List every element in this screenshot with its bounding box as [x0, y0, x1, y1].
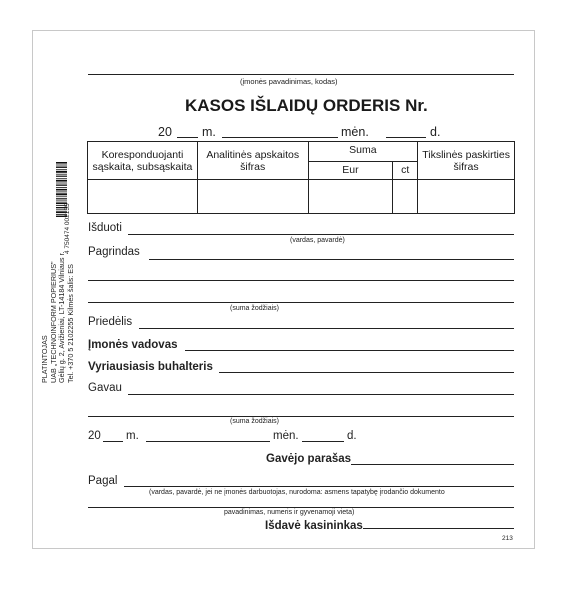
buhalteris-line[interactable]: [219, 372, 514, 373]
accounts-table: [87, 141, 515, 214]
pagrindas-label: Pagrindas: [88, 246, 140, 258]
date-year: 20: [158, 125, 172, 139]
isduoti-line[interactable]: [128, 234, 514, 235]
form-title: KASOS IŠLAIDŲ ORDERIS Nr.: [185, 96, 428, 115]
gavejo-label: Gavėjo parašas: [266, 453, 352, 465]
buhalteris-label: Vyriausiasis buhalteris: [88, 361, 213, 373]
cell-eur[interactable]: [308, 180, 393, 214]
cell-ct[interactable]: [393, 180, 418, 214]
date2-year-line[interactable]: [103, 441, 123, 442]
pagal-caption-2: pavadinimas, numeris ir gyvenamoji vieta): [224, 509, 355, 516]
col-purpose: Tikslinės paskirties šifras: [418, 142, 515, 180]
priedelis-label: Priedėlis: [88, 316, 133, 328]
form-number: 213: [502, 535, 513, 542]
distributor-line-4: Tel. +370 5 2102255 Kilmės šalis: ES: [65, 264, 75, 383]
company-line[interactable]: [88, 74, 514, 75]
date2-day-line[interactable]: [302, 441, 344, 442]
barcode-number: 4 750474 002135: [64, 203, 71, 254]
gavau-line[interactable]: [128, 394, 514, 395]
distributor-line-3: Gėlių g. 2, Avižieniai, LT-14184 Vilniaus r.: [57, 251, 67, 383]
date-d: d.: [430, 125, 441, 139]
isdave-line[interactable]: [363, 528, 514, 529]
pagrindas-line-2[interactable]: [88, 280, 514, 281]
pagal-label: Pagal: [88, 475, 118, 487]
suma-caption: (suma žodžiais): [230, 305, 280, 312]
col-analytic: Analitinės apskaitos šifras: [197, 142, 308, 180]
date2-month-line[interactable]: [146, 441, 270, 442]
isdave-label: Išdavė kasininkas: [265, 520, 363, 532]
cell-analytic[interactable]: [197, 180, 308, 214]
isduoti-caption: (vardas, pavardė): [290, 237, 345, 244]
date2-m: m.: [126, 430, 139, 442]
pagal-line[interactable]: [124, 486, 514, 487]
date-men: mėn.: [341, 125, 369, 139]
cell-account[interactable]: [88, 180, 198, 214]
pagrindas-line[interactable]: [149, 259, 514, 260]
distributor-line-1: PLATINTOJAS: [40, 335, 49, 383]
gavau-label: Gavau: [88, 382, 122, 394]
date-month-line[interactable]: [222, 137, 338, 138]
gavejo-line[interactable]: [351, 464, 514, 465]
pagal-caption: (vardas, pavardė, jei ne įmonės darbuotojas, nurodoma: asmens tapatybę įrodančio dokumento: [149, 489, 445, 496]
vadovas-line[interactable]: [185, 350, 514, 351]
date-day-line[interactable]: [386, 137, 426, 138]
pagal-line-2[interactable]: [88, 507, 514, 508]
cell-purpose[interactable]: [418, 180, 515, 214]
col-eur: Eur: [308, 162, 393, 180]
date-year-line[interactable]: [177, 137, 198, 138]
isduoti-label: Išduoti: [88, 222, 122, 234]
company-caption: (įmonės pavadinimas, kodas): [240, 77, 338, 86]
distributor-line-2: UAB „TECHNOINFORM POPIERIUS": [48, 261, 58, 383]
col-ct: ct: [393, 162, 418, 180]
suma-caption-2: (suma žodžiais): [230, 418, 280, 425]
date2-d: d.: [347, 430, 357, 442]
gavau-line-2[interactable]: [88, 416, 514, 417]
date2-year: 20: [88, 430, 101, 442]
distributor-info: [41, 153, 75, 383]
vadovas-label: Įmonės vadovas: [88, 339, 178, 351]
date-m: m.: [202, 125, 216, 139]
priedelis-line[interactable]: [139, 328, 514, 329]
date2-men: mėn.: [273, 430, 299, 442]
col-account: Koresponduojanti sąskaita, subsąskaita: [88, 142, 198, 180]
suma-line[interactable]: [88, 302, 514, 303]
col-sum: Suma: [308, 142, 418, 162]
